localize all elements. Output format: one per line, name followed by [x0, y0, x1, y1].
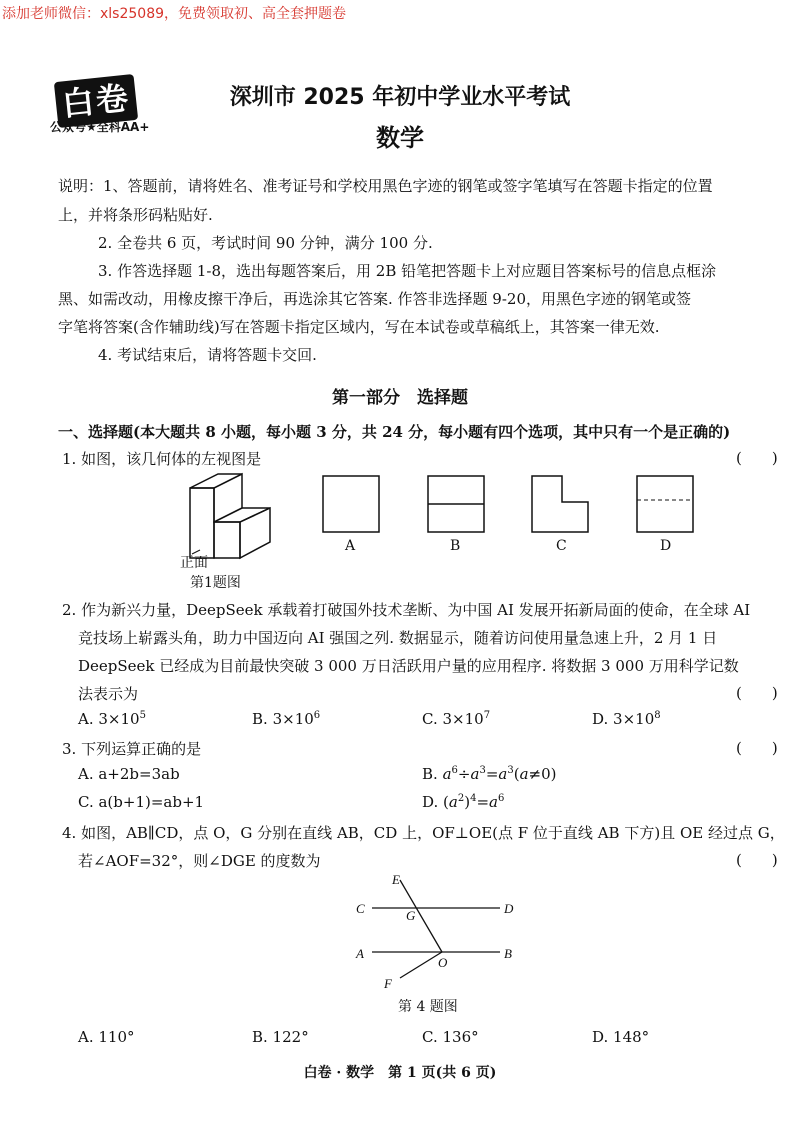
q3-answer-paren[interactable]: ( ) [736, 739, 778, 757]
q1-option-d-shape [637, 476, 693, 532]
instructions-line-3: 2. 全卷共 6 页，考试时间 90 分钟，满分 100 分. [98, 234, 433, 252]
q4-line-1: 4. 如图，AB∥CD，点 O，G 分别在直线 AB，CD 上，OF⊥OE(点 F 位于直线 AB 下方)且 OE 经过点 G， [62, 824, 785, 842]
q1-fig-caption: 第1题图 [190, 575, 241, 591]
q1-answer-paren[interactable]: ( ) [736, 449, 778, 467]
q4-figure [350, 870, 530, 1000]
q4-fig-caption: 第 4 题图 [398, 999, 458, 1015]
point-d: D [504, 901, 514, 916]
q2-answer-paren[interactable]: ( ) [736, 684, 778, 702]
point-f: F [384, 976, 392, 991]
q2-line-3: DeepSeek 已经成为目前最快突破 3 000 万日活跃用户量的应用程序. 将数据 3 000 万用科学记数 [78, 657, 739, 675]
q1-option-a-shape [323, 476, 379, 532]
exam-subject: 数学 [376, 124, 424, 152]
q3-option-a[interactable]: A. a+2b=3ab [78, 765, 180, 783]
q1-option-c-shape [532, 476, 588, 532]
point-a: A [356, 946, 364, 961]
q3-text: 3. 下列运算正确的是 [62, 740, 202, 758]
q1-front-label: 正面 [180, 555, 208, 571]
q4-line-2: 若∠AOF=32°，则∠DGE 的度数为 [78, 852, 321, 870]
instructions-line-2: 上，并将条形码粘贴好. [58, 206, 213, 224]
point-b: B [504, 946, 512, 961]
instructions-line-6: 字笔将答案(含作辅助线)写在答题卡指定区域内，写在本试卷或草稿纸上，其答案一律无效. [58, 318, 660, 336]
q2-option-a[interactable]: A. $3\times 10^5$ [78, 710, 146, 728]
logo-badge: 白卷 [54, 74, 138, 128]
q4-option-d[interactable]: D. 148° [592, 1028, 650, 1046]
instructions-line-5: 黑、如需改动，用橡皮擦干净后，再选涂其它答案. 作答非选择题 9-20，用黑色字迹的钢笔或签 [58, 290, 692, 308]
q2-option-d[interactable]: D. $3\times 10^8$ [592, 710, 661, 728]
q4-option-c[interactable]: C. 136° [422, 1028, 479, 1046]
point-e: E [392, 872, 400, 887]
q2-line-1: 2. 作为新兴力量，DeepSeek 承载着打破国外技术垄断、为中国 AI 发展开拓新局面的使命，在全球 AI [62, 601, 751, 619]
logo-subtitle: 公众号★全科AA+ [50, 120, 150, 134]
q4-option-b[interactable]: B. 122° [252, 1028, 309, 1046]
point-g: G [406, 908, 416, 923]
exam-title: 深圳市 2025 年初中学业水平考试 [229, 85, 571, 110]
q2-option-c[interactable]: C. $3\times 10^7$ [422, 710, 491, 728]
q3-option-c[interactable]: C. a(b+1)=ab+1 [78, 793, 205, 811]
q1-option-c-label[interactable]: C [556, 538, 567, 554]
point-o: O [438, 955, 448, 970]
promo-banner: 添加老师微信：xls25089，免费领取初、高全套押题卷 [2, 6, 347, 22]
q1-figure [170, 470, 770, 590]
section-title: 第一部分 选择题 [332, 388, 468, 408]
q2-line-2: 竞技场上崭露头角，助力中国迈向 AI 强国之列. 数据显示，随着访问使用量急速上升，2 月 1 日 [78, 629, 718, 647]
q1-solid [190, 474, 270, 558]
q1-option-d-label[interactable]: D [660, 538, 672, 554]
q3-option-b[interactable]: B. $a^6\div a^3=a^3(a\ne 0)$ [422, 765, 557, 783]
q1-text: 1. 如图，该几何体的左视图是 [62, 450, 262, 468]
instructions-line-7: 4. 考试结束后，请将答题卡交回. [98, 346, 317, 364]
q1-option-b-label[interactable]: B [450, 538, 461, 554]
instructions-line-1: 说明：1、答题前，请将姓名、准考证号和学校用黑色字迹的钢笔或签字笔填写在答题卡指定的位置 [58, 177, 713, 195]
q2-option-b[interactable]: B. $3\times 10^6$ [252, 710, 321, 728]
ray-of [400, 952, 442, 978]
instructions-label: 说明： [58, 177, 104, 195]
part-heading: 一、选择题(本大题共 8 小题，每小题 3 分，共 24 分，每小题有四个选项，其中只有一个是正确的) [58, 423, 731, 441]
q4-answer-paren[interactable]: ( ) [736, 851, 778, 869]
q2-line-4: 法表示为 [78, 685, 139, 703]
q4-option-a[interactable]: A. 110° [78, 1028, 135, 1046]
point-c: C [356, 901, 365, 916]
q3-option-d[interactable]: D. $(a^2)^4=a^6$ [422, 793, 505, 811]
instructions-line-4: 3. 作答选择题 1-8，选出每题答案后，用 2B 铅笔把答题卡上对应题目答案标号的信息点框涂 [98, 262, 717, 280]
q1-option-a-label[interactable]: A [345, 538, 356, 554]
page-footer: 白卷 · 数学 第 1 页(共 6 页) [303, 1065, 497, 1081]
